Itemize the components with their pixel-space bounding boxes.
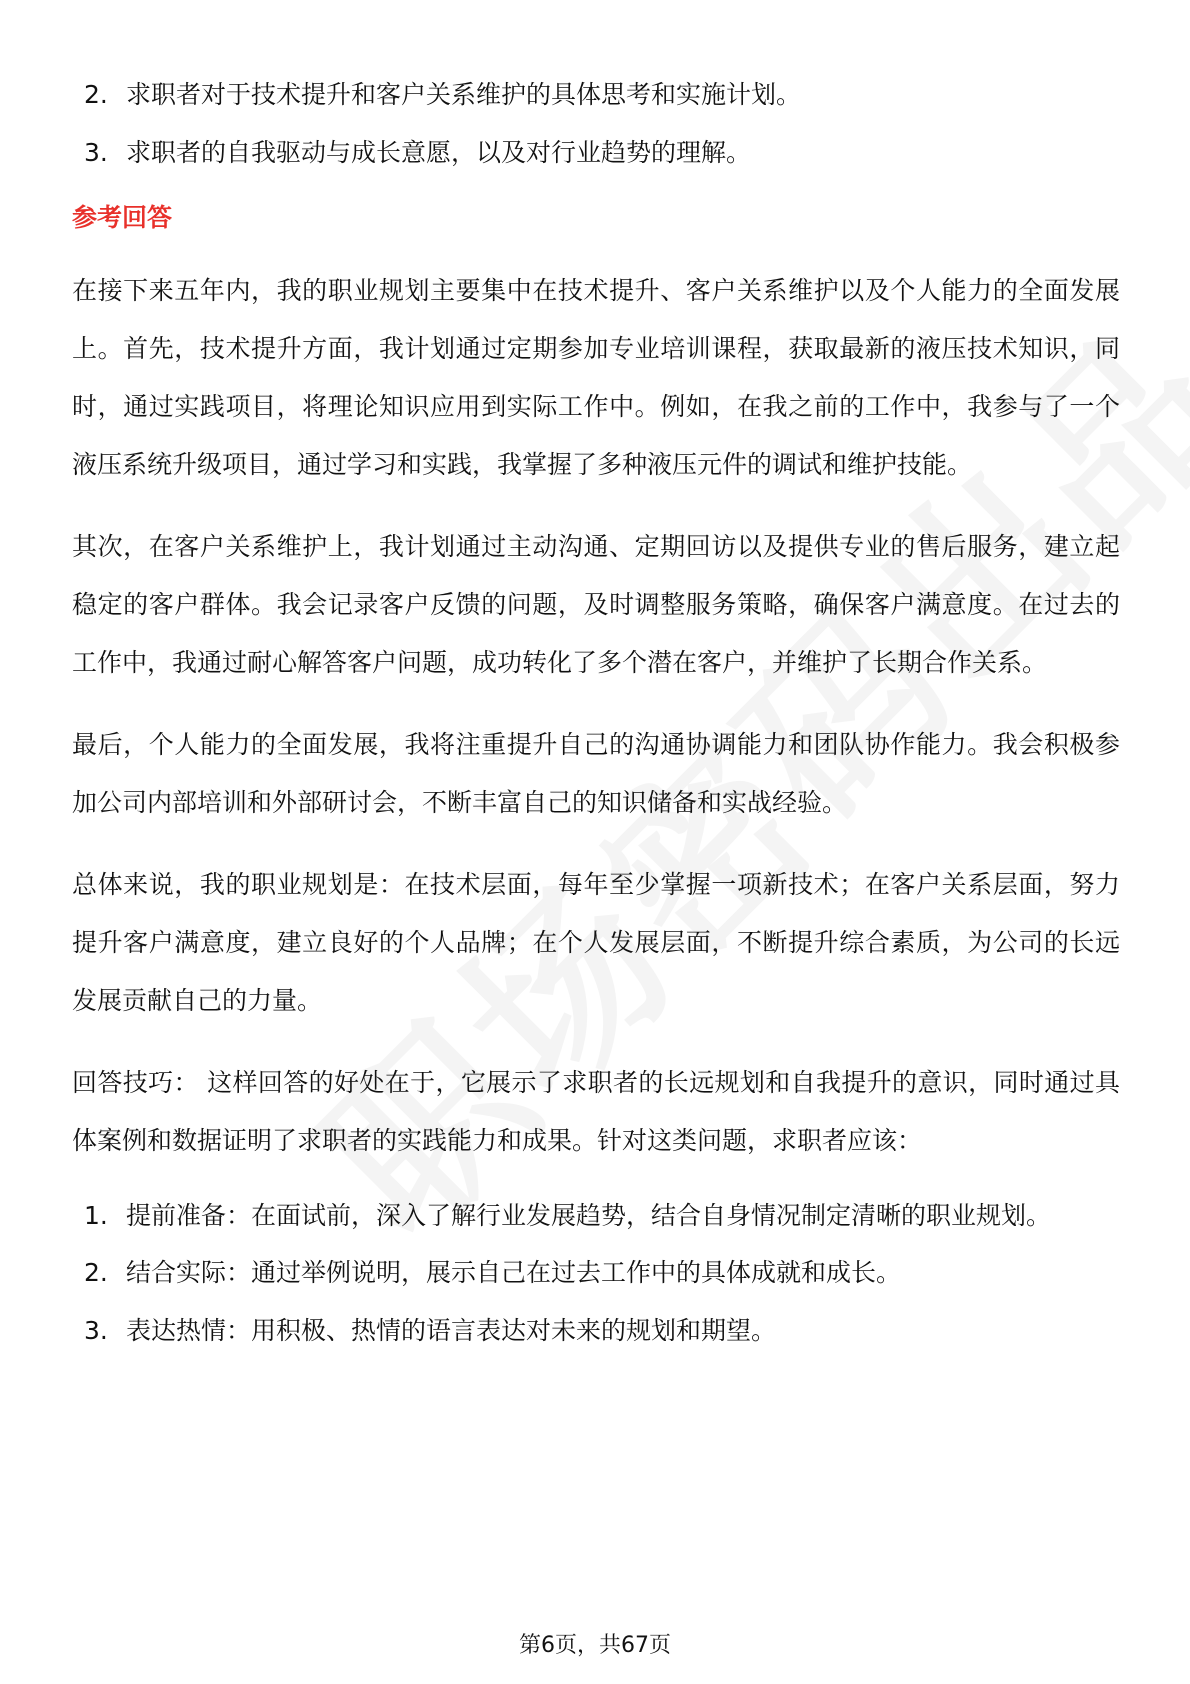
paragraph: 总体来说，我的职业规划是：在技术层面，每年至少掌握一项新技术；在客户关系层面，努力提升客户满意度，建立良好的个人品牌；在个人发展层面，不断提升综合素质，为公司的长远发展贡献自己的力量。	[72, 870, 1120, 1015]
paragraph: 在接下来五年内，我的职业规划主要集中在技术提升、客户关系维护以及个人能力的全面发展上。首先，技术提升方面，我计划通过定期参加专业培训课程，获取最新的液压技术知识，同时，通过实践项目，将理论知识应用到实际工作中。例如，在我之前的工作中，我参与了一个液压系统升级项目，通过学习和实践，我掌握了多种液压元件的调试和维护技能。	[72, 276, 1120, 479]
tips-list	[72, 1188, 1120, 1360]
list-item	[72, 1244, 1120, 1302]
page-footer: 第6页，共67页	[519, 1633, 671, 1658]
list-number: 2.	[84, 80, 108, 109]
section-heading: 参考回答	[72, 203, 173, 232]
list-number: 1.	[84, 1201, 108, 1230]
paragraph: 最后，个人能力的全面发展，我将注重提升自己的沟通协调能力和团队协作能力。我会积极参加公司内部培训和外部研讨会，不断丰富自己的知识储备和实战经验。	[72, 730, 1120, 817]
list-text: 提前准备：在面试前，深入了解行业发展趋势，结合自身情况制定清晰的职业规划。	[126, 1201, 1052, 1230]
list-text: 求职者的自我驱动与成长意愿，以及对行业趋势的理解。	[126, 138, 752, 167]
list-item	[72, 66, 1120, 124]
answer-tips: 回答技巧： 这样回答的好处在于，它展示了求职者的长远规划和自我提升的意识，同时通过具体案例和数据证明了求职者的实践能力和成果。针对这类问题，求职者应该：	[72, 1068, 1120, 1155]
list-text: 求职者对于技术提升和客户关系维护的具体思考和实施计划。	[126, 80, 802, 109]
list-item	[72, 124, 1120, 182]
page-content	[72, 66, 1120, 1360]
list-item	[72, 1302, 1120, 1360]
list-text: 表达热情：用积极、热情的语言表达对未来的规划和期望。	[126, 1316, 777, 1345]
list-number: 2.	[84, 1258, 108, 1287]
intro-list	[72, 66, 1120, 182]
list-item	[72, 1188, 1120, 1244]
list-text: 结合实际：通过举例说明，展示自己在过去工作中的具体成就和成长。	[126, 1258, 902, 1287]
list-number: 3.	[84, 1316, 108, 1345]
paragraph: 其次，在客户关系维护上，我计划通过主动沟通、定期回访以及提供专业的售后服务，建立起稳定的客户群体。我会记录客户反馈的问题，及时调整服务策略，确保客户满意度。在过去的工作中，我通过耐心解答客户问题，成功转化了多个潜在客户，并维护了长期合作关系。	[72, 532, 1120, 677]
list-number: 3.	[84, 138, 108, 167]
